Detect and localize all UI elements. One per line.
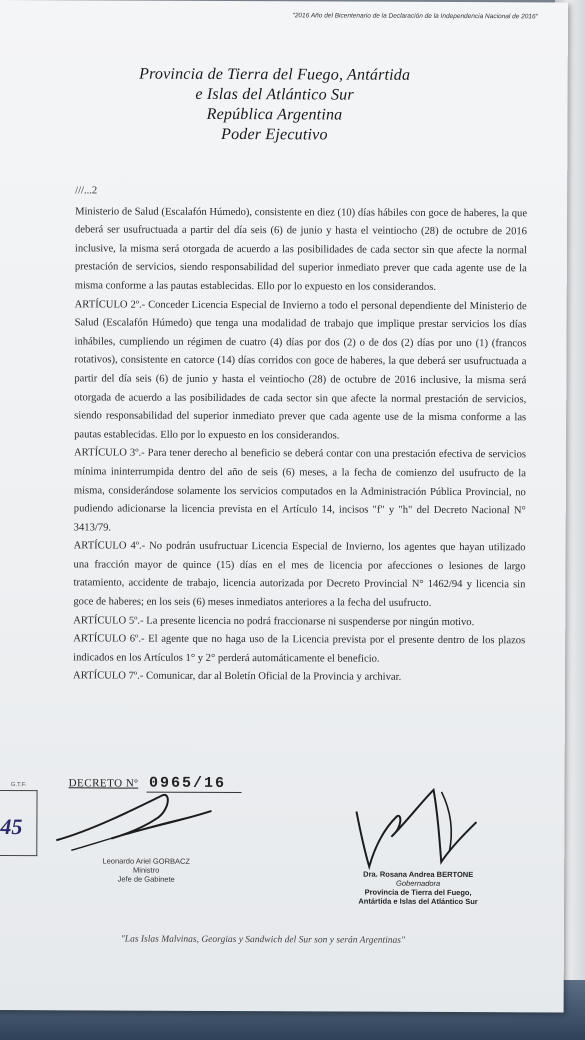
letterhead-province: Provincia de Tierra del Fuego, Antártida [139,65,411,84]
paragraph-article-7: ARTÍCULO 7º.- Comunicar, dar al Boletín Oficial de la Provincia y archivar. [73,670,402,684]
decree-label: DECRETO Nº [68,777,139,790]
paragraph-article-1-continued: Ministerio de Salud (Escalafón Húmedo), consistente en diez (10) días hábiles con goce de haberes, la que deberá ser usufructuada a partir del día seis (6) de junio y hasta el veintiocho (28) de octubre de 2016 inclusive, la misma será otorgada de acuerdo a las posibilidades de cada sector sin que afecte la normal prestación de servicios, siendo responsabilidad del superior inmediato prever que cada agente use de la misma conforme a las pautas establecidas. Ello por lo expuesto en los considerandos. [74,205,528,293]
letterhead-branch: Poder Ejecutivo [221,125,328,144]
letterhead-islands: e Islas del Atlántico Sur [195,85,354,104]
paragraph-article-2: ARTÍCULO 2º.- Conceder Licencia Especial de Invierno a todo el personal dependiente del Ministerio de Salud (Escalafón Húmedo) que tenga una modalidad de trabajo que implique prestar servicios los días inhábiles, cumpliendo un régimen de cuatro (4) días por dos (2) o de dos (2) días por uno (1) (francos rotativos), consistente en catorce (14) días corridos con goce de haberes, la que deberá ser usufructuada a partir del día seis (6) de junio y hasta el veintiocho (28) de octubre de 2016 inclusive, la misma será otorgada de acuerdo a las posibilidades de cada sector sin que afecte la normal prestación de servicios, siendo responsabilidad del superior inmediato prever que cada agente use de la misma conforme a las pautas establecidas. Ello por lo expuesto en los considerandos. [74,298,527,442]
signatory-right-role: Gobernadora [396,878,441,888]
signature-right-mark [341,781,491,877]
paragraph-article-4: ARTÍCULO 4º.- No podrán usufructuar Licencia Especial de Invierno, los agentes que hayan utilizado una fracción mayor de quince (15) días en el mes de licencia por afecciones o lesiones de largo tratamiento, accidente de trabajo, licencia autorizada por Decreto Provincial N° 1462/94 y licencia sin goce de haberes; en los seis (6) meses inmediatos anteriores a la fecha del usufructo. [73,540,526,609]
signatory-right-block [338,869,498,906]
page-continuation-mark: ///...2 [75,185,98,197]
letterhead-country: República Argentina [206,105,343,124]
folio-stamp-number: 45 [0,814,23,840]
signatory-right-name: Dra. Rosana Andrea BERTONE [363,869,474,880]
year-motto-note: "2016 Año del Bicentenario de la Declaración de la Independencia Nacional de 2016" [292,12,538,21]
gtf-stamp-label: G.T.F. [10,782,27,789]
signatory-right-province-2: Antártida e Islas del Atlántico Sur [358,896,478,907]
decree-number: 0965/16 [147,775,242,793]
signatory-left-name: Leonardo Ariel GORBACZ [102,856,191,866]
signatory-left-role-2: Jefe de Gabinete [117,874,175,884]
paragraph-article-6: ARTÍCULO 6º.- El agente que no haga uso de la Licencia prevista por el presente dentro de los plazos indicados en los Artículos 1° y 2° perderá automáticamente el beneficio. [73,633,526,665]
signature-left-mark [51,780,251,861]
signatory-left-role: Ministro [133,865,160,875]
malvinas-motto: "Las Islas Malvinas, Georgias y Sandwich del Sur son y serán Argentinas" [120,934,406,946]
paragraph-article-5: ARTÍCULO 5º.- La presente licencia no podrá fraccionarse ni suspenderse por ningún motivo. [73,614,475,628]
signatory-right-province: Provincia de Tierra del Fuego, [364,887,472,898]
document-body [73,182,527,688]
letterhead [104,64,444,145]
signatory-left-block [66,856,226,884]
paragraph-article-3: ARTÍCULO 3º.- Para tener derecho al beneficio se deberá contar con una prestación efectiva de servicios mínima ininterrumpida dentro del año de seis (6) meses, a la fecha de comienzo del usufructo de la misma, considerándose solamente los servicios computados en la Administración Pública Provincial, no pudiendo adicionarse la licencia prevista en el Artículo 14, incisos "f" y "h" del Decreto Nacional N° 3413/79. [73,447,527,534]
